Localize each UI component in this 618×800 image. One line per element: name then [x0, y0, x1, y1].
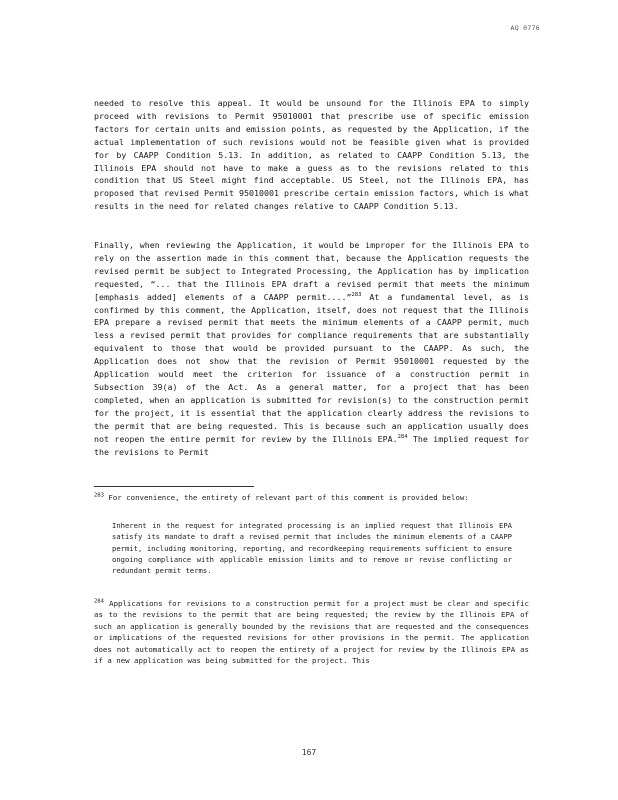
footnote-283-text: For convenience, the entirety of relevant part of this comment is provided below:	[103, 493, 469, 502]
paragraph-2-text: Finally, when reviewing the Application, it would be improper for the Illinois EPA to rely on the assertion made in this comment that, because the Application requests the revised permit be subject to Integrated Processing, the Application has by implication requested, “... that the Illinois EPA draft a revised permit that meets the minimum [emphasis added] elements of a CAAPP permit....”	[94, 240, 529, 302]
footnote-separator	[94, 486, 254, 487]
footnote-ref-284: 284	[397, 433, 408, 440]
footnote-284-text: Applications for revisions to a construction permit for a project must be clear and specific as to the revisions to the permit that are being requested; the review by the Illinois EPA of such an application is generally bounded by the revisions that are requested and the consequences or implications of the requested revisions for other provisions in the permit. The application does not automatically act to reopen the entirety of a project for review by the Illinois EPA as if a new application was being submitted for the project. This	[94, 599, 529, 666]
footnote-number-284: 284	[94, 598, 104, 605]
footnote-283-block-quote: Inherent in the request for integrated processing is an implied request that Illinois EPA satisfy its mandate to draft a revised permit that includes the minimum elements of a CAAPP permit, including monitoring, reporting, and recordkeeping requirements sufficient to ensure ongoing compliance with applicable emission limits and to remove or revise conflicting or redundant permit terms.	[112, 521, 512, 576]
body-paragraph-1: needed to resolve this appeal. It would be unsound for the Illinois EPA to simply proceed with revisions to Permit 95010001 that prescribe use of specific emission factors for certain units and emission points, as requested by the Application, if the actual implementation of such revisions would not be feasible given what is provided for by CAAPP Condition 5.13. In addition, as related to CAAPP Condition 5.13, the Illinois EPA should not have to make a guess as to the revisions related to this condition that US Steel might find acceptable. US Steel, not the Illinois EPA, has proposed that revised Permit 95010001 prescribe certain emission factors, which is what results in the need for related changes relative to CAAPP Condition 5.13.	[94, 98, 529, 212]
footnote-283	[94, 492, 529, 503]
footnote-ref-283: 283	[351, 291, 362, 298]
footnote-284	[94, 598, 529, 666]
paragraph-2-end: The implied request for the revisions to Permit	[94, 433, 529, 457]
document-id-header: AQ 0776	[510, 24, 540, 32]
footnote-number-283: 283	[94, 492, 104, 499]
body-paragraph-2	[94, 239, 529, 458]
paragraph-2-continuation: At a fundamental level, as is confirmed by this comment, the Application, itself, does not request that the Illinois EPA prepare a revised permit that meets the minimum elements of a CAAPP permit, much less a revised permit that provides for compliance requirements that are substantially equivalent to those that would be provided pursuant to the CAAPP. As such, the Application does not show that the revision of Permit 95010001 requested by the Application would meet the criterion for issuance of a construction permit in Subsection 39(a) of the Act. As a general matter, for a project that has been completed, when an application is submitted for revision(s) to the construction permit for the project, it is essential that the application clearly address the revisions to the permit that are being requested. This is because such an application usually does not reopen the entire permit for review by the Illinois EPA.	[94, 291, 529, 444]
page-number: 167	[301, 748, 317, 757]
